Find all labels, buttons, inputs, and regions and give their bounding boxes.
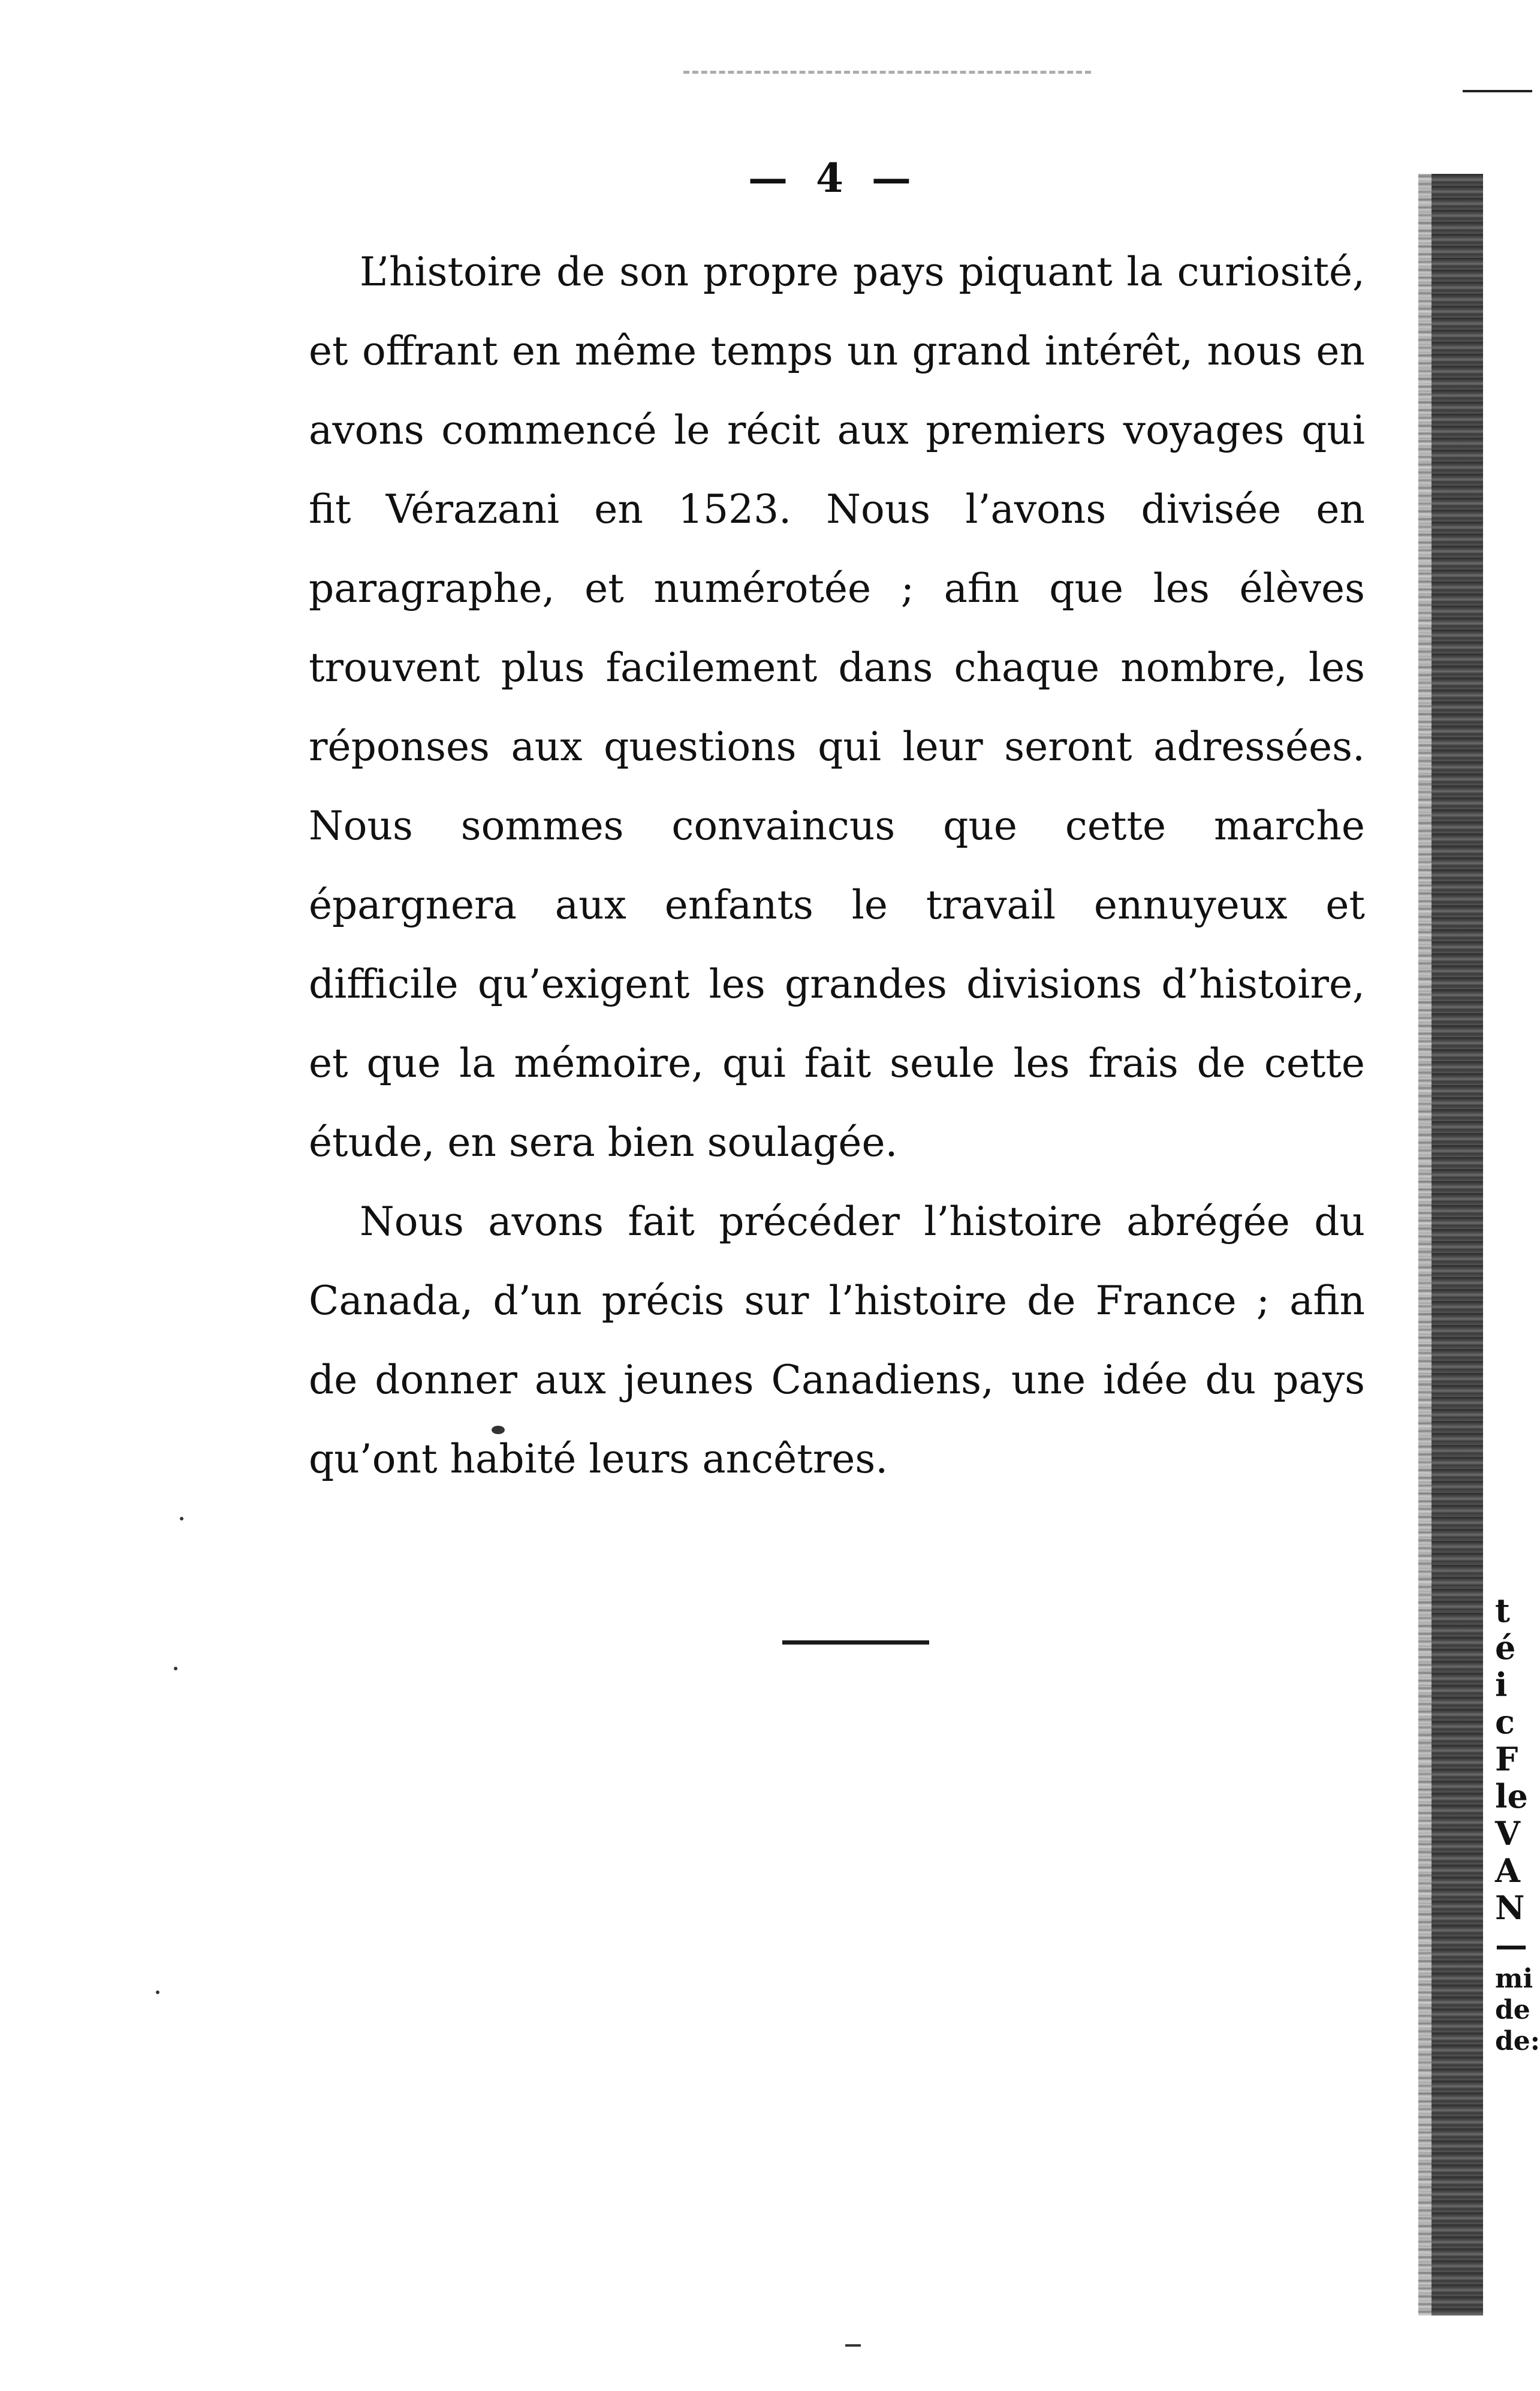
- edge-glyph: V: [1495, 1814, 1520, 1853]
- scan-speck: [492, 1426, 505, 1434]
- edge-glyph: le: [1495, 1777, 1528, 1815]
- scan-artifact-line: [683, 71, 1091, 74]
- edge-glyph: é: [1495, 1628, 1516, 1667]
- edge-glyph: i: [1495, 1666, 1508, 1704]
- edge-glyph: F: [1495, 1740, 1518, 1778]
- edge-glyph: t: [1495, 1591, 1510, 1630]
- scan-artifact-mark: [1463, 90, 1532, 92]
- scan-speck: [180, 1517, 183, 1520]
- edge-glyph: A: [1495, 1851, 1520, 1890]
- edge-glyph: de:: [1495, 2026, 1540, 2056]
- edge-glyph: c: [1495, 1703, 1515, 1741]
- edge-glyph: mi: [1495, 1964, 1533, 1994]
- page-number: — 4 —: [748, 155, 918, 201]
- adjacent-page-strip: [1418, 174, 1483, 2315]
- edge-glyph: N: [1495, 1889, 1525, 1927]
- scan-speck: [156, 1991, 159, 1994]
- paragraph-1: L’histoire de son propre pays piquant la curiosité, et offrant en même temps un grand intérêt, nous en avons commencé le récit aux premiers voyages qui fit Vérazani en 1523. Nous l’avons divisée en paragraphe, et numérotée ; afin que les élèves trouvent plus facilement dans chaque nombre, les réponses aux questions qui leur seront adressées. Nous sommes convaincus que cette marche épargnera aux enfants le travail ennuyeux et difficile qu’exigent les grandes divisions d’histoire, et que la mémoire, qui fait seule les frais de cette étude, en sera bien soulagée.: [309, 249, 1365, 1166]
- edge-glyph: —: [1495, 1926, 1527, 1964]
- scan-speck: [845, 2344, 861, 2347]
- body-text: [309, 233, 1365, 1499]
- paragraph-2: Nous avons fait précéder l’histoire abrégée du Canada, d’un précis sur l’histoire de France ; afin de donner aux jeunes Canadiens, une idée du pays qu’ont habité leurs ancêtres.: [309, 1198, 1365, 1482]
- separator-rule: [782, 1640, 929, 1645]
- scan-speck: [174, 1667, 177, 1670]
- edge-glyph: de: [1495, 1995, 1530, 2025]
- adjacent-page-text: [1495, 1591, 1540, 2057]
